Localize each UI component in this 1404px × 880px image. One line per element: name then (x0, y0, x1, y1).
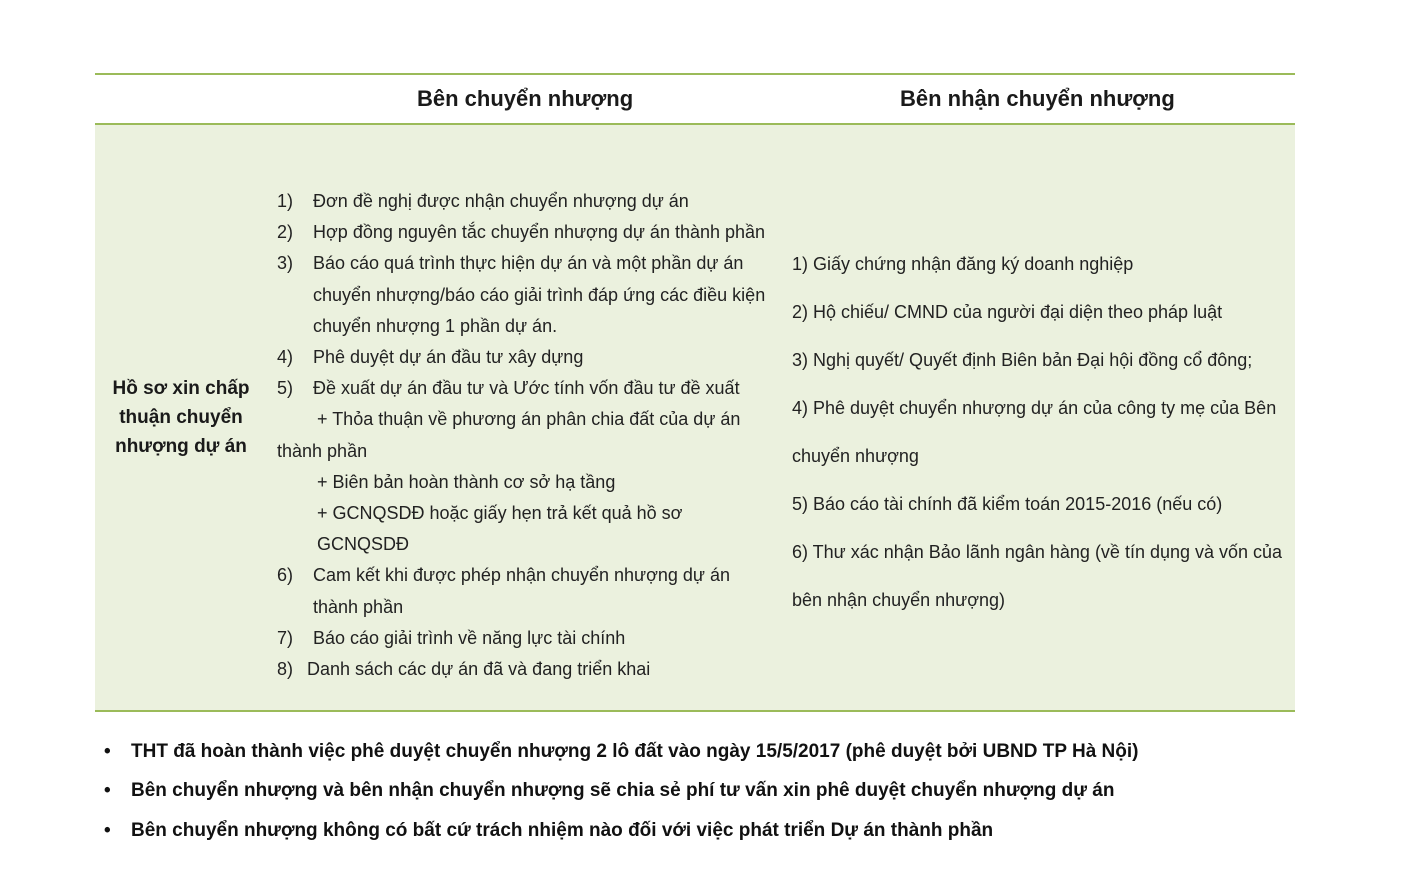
column-header-transferor: Bên chuyển nhượng (417, 86, 634, 111)
list-item: 6) Cam kết khi được phép nhận chuyển nhượng dự án thành phần (277, 565, 731, 617)
column-header-transferee: Bên nhận chuyển nhượng (900, 86, 1175, 111)
sub-item-continuation: thành phần (277, 440, 368, 461)
list-item: 2) Hợp đồng nguyên tắc chuyển nhượng dự án thành phần (277, 222, 766, 243)
list-item: 3) Báo cáo quá trình thực hiện dự án và một phần dự án chuyển nhượng/báo cáo giải trình đáp ứng các điều kiện chuyển nhượng 1 phần dự án. (277, 253, 766, 336)
list-item: 5) Đề xuất dự án đầu tư và Ước tính vốn đầu tư đề xuất (277, 378, 740, 399)
list-item: 1) Đơn đề nghị được nhận chuyển nhượng dự án (277, 191, 689, 211)
transferee-documents-list (792, 240, 1292, 624)
sub-item: + Biên bản hoàn thành cơ sở hạ tầng (317, 471, 616, 492)
sub-item: + Thỏa thuận về phương án phân chia đất của dự án (317, 409, 741, 430)
list-item: 2) Hộ chiếu/ CMND của người đại diện theo pháp luật (792, 302, 1223, 322)
list-item: 1) Giấy chứng nhận đăng ký doanh nghiệp (792, 254, 1134, 274)
transferor-documents-list (277, 186, 777, 685)
table-top-rule (95, 73, 1295, 75)
bullet-icon: • (104, 741, 111, 762)
bullet-icon: • (104, 820, 111, 841)
list-item: 8) Danh sách các dự án đã và đang triển khai (277, 659, 651, 680)
sub-item: + GCNQSDĐ hoặc giấy hẹn trả kết quả hồ sơ GCNQSDĐ (317, 503, 683, 555)
list-item: 3) Nghị quyết/ Quyết định Biên bản Đại hội đồng cổ đông; (792, 350, 1253, 370)
row-label: Hồ sơ xin chấp thuận chuyển nhượng dự án (112, 378, 250, 457)
list-item: 5) Báo cáo tài chính đã kiểm toán 2015-2016 (nếu có) (792, 494, 1223, 514)
bullet-icon: • (104, 780, 111, 801)
list-item: 7) Báo cáo giải trình về năng lực tài chính (277, 627, 626, 648)
table-bottom-rule (95, 710, 1295, 712)
list-item: 6) Thư xác nhận Bảo lãnh ngân hàng (về tín dụng và vốn của bên nhận chuyển nhượng) (792, 542, 1283, 610)
list-item: 4) Phê duyệt chuyển nhượng dự án của công ty mẹ của Bên chuyển nhượng (792, 398, 1277, 466)
list-item: 4) Phê duyệt dự án đầu tư xây dựng (277, 347, 584, 368)
